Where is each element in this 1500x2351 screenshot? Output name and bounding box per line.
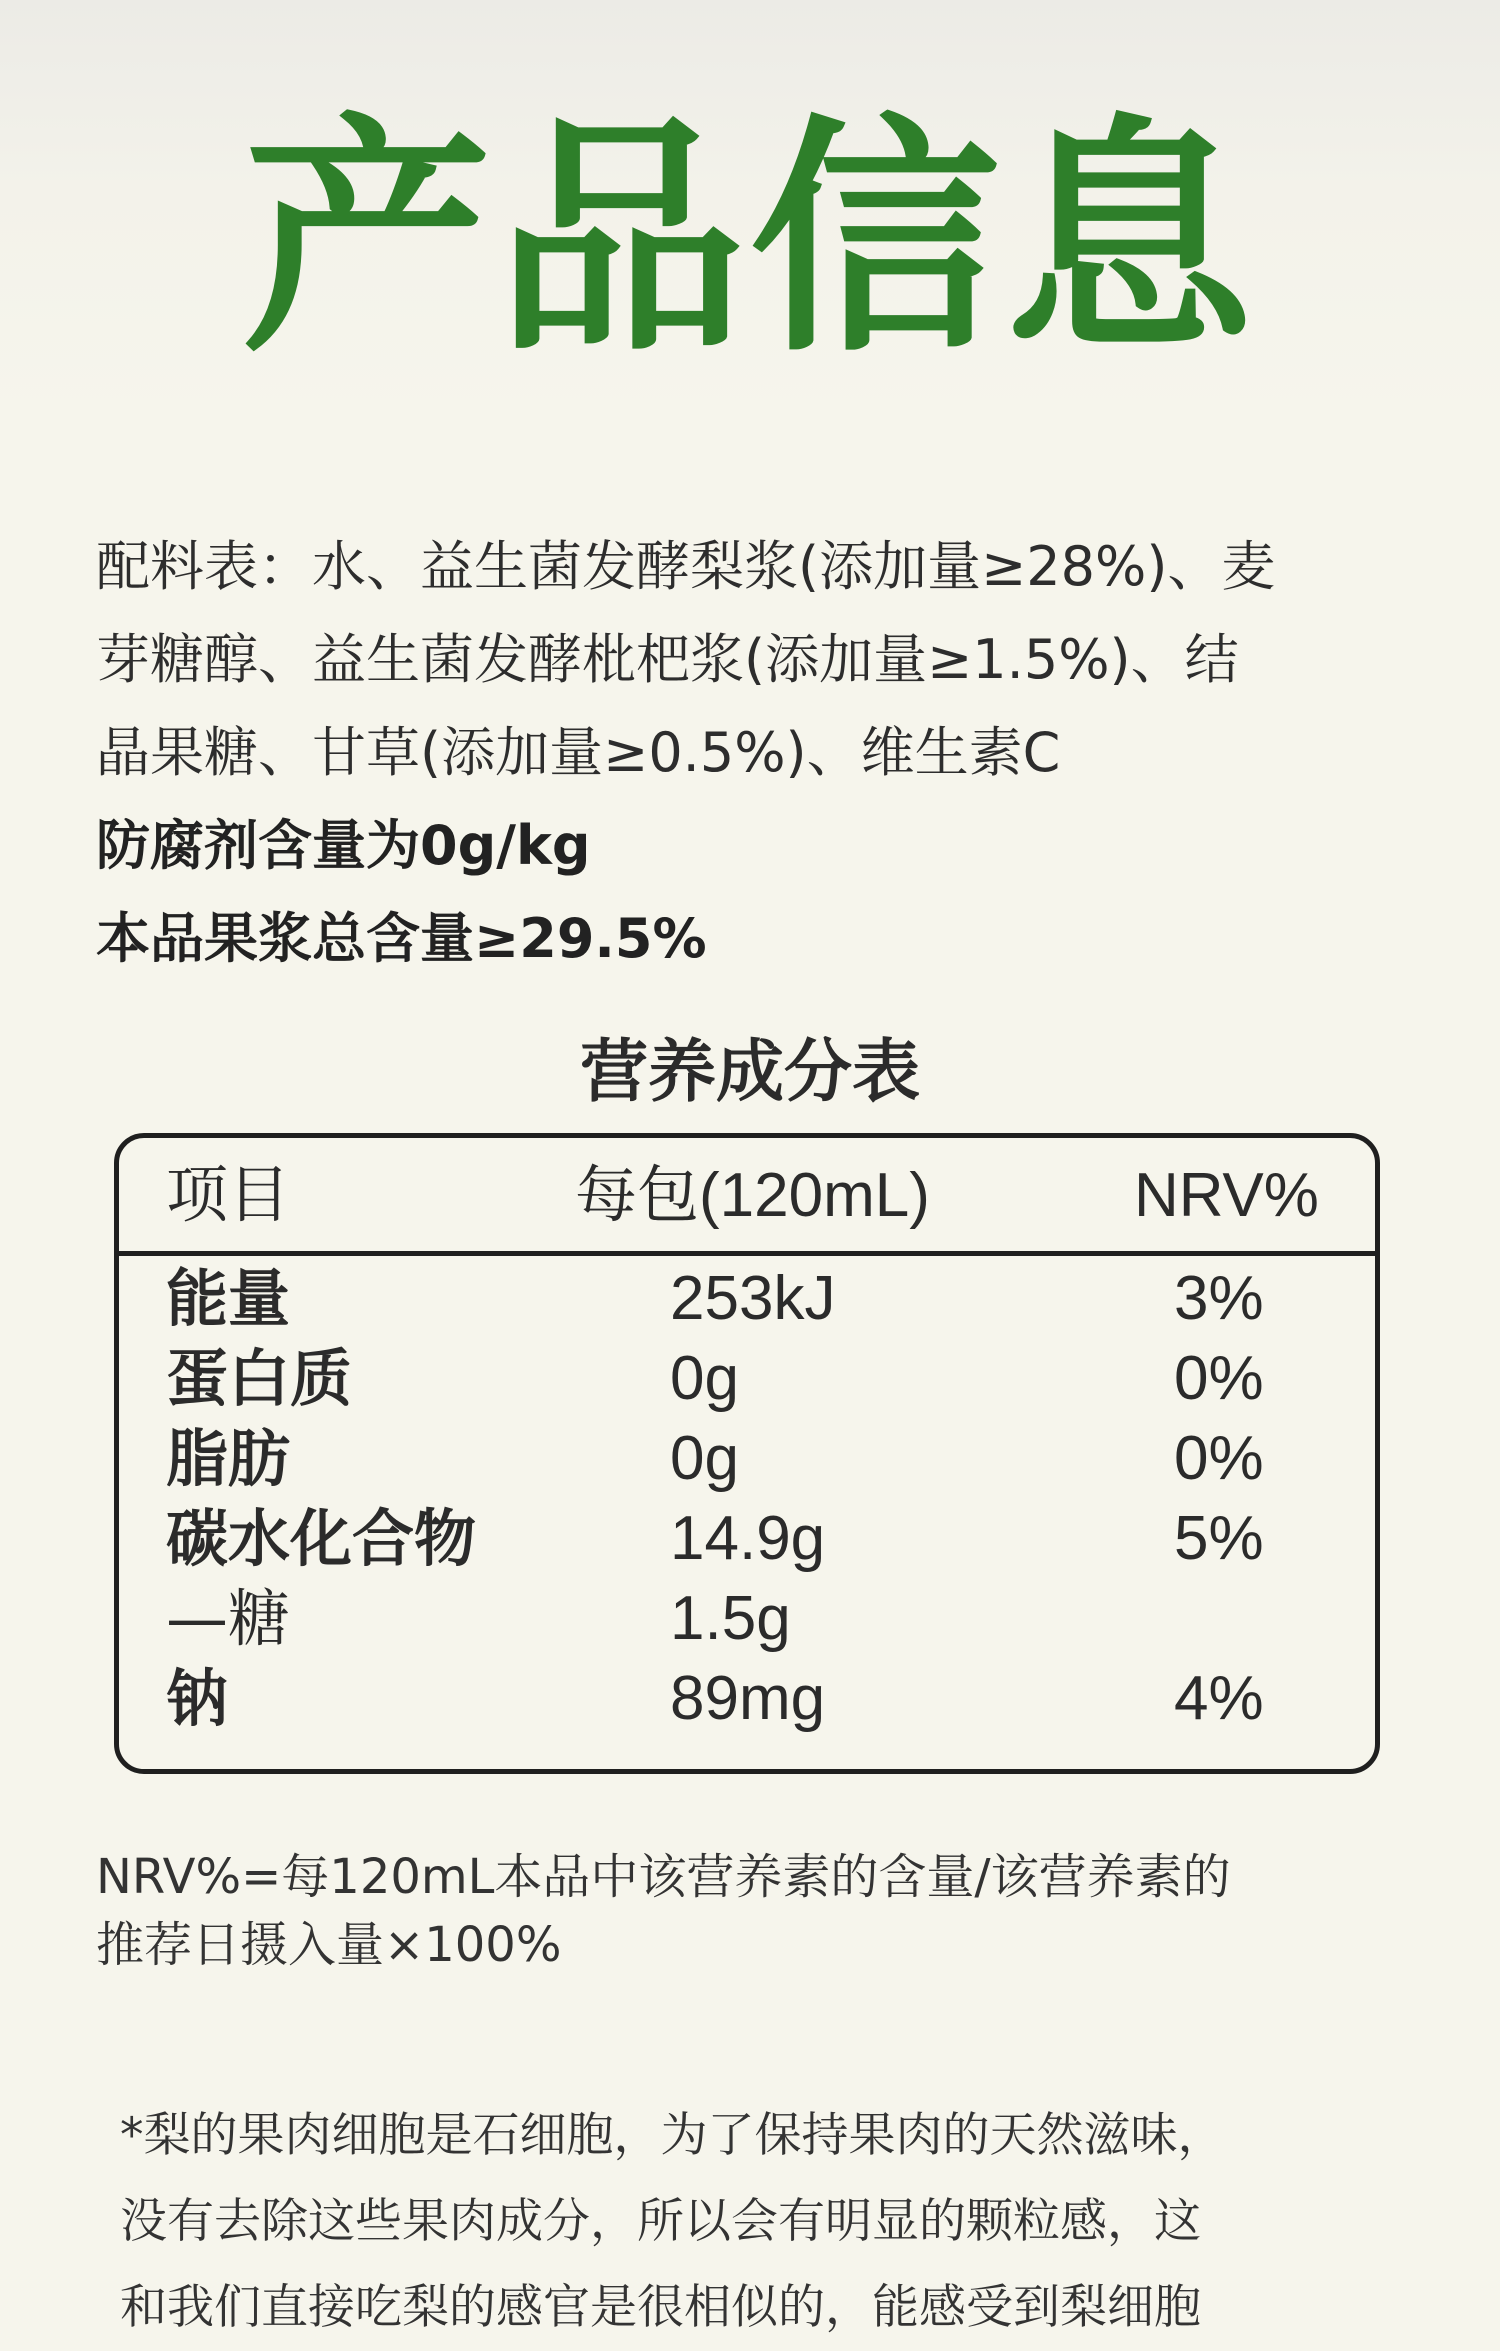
nutrient-name: 脂肪 bbox=[166, 1422, 291, 1495]
footnote-line: NRV%=每120mL本品中该营养素的含量/该营养素的 bbox=[96, 1849, 1231, 1905]
nutrient-value: 89mg bbox=[670, 1664, 826, 1733]
footnote-line: 推荐日摄入量×100% bbox=[96, 1917, 562, 1973]
table-row bbox=[119, 1259, 1375, 1339]
table-row bbox=[119, 1339, 1375, 1419]
nutrient-nrv: 5% bbox=[1174, 1504, 1264, 1573]
nutrient-value: 0g bbox=[670, 1424, 739, 1493]
header-nrv: NRV% bbox=[1134, 1161, 1319, 1230]
nutrient-nrv: 0% bbox=[1174, 1424, 1264, 1493]
table-header bbox=[119, 1138, 1375, 1256]
nutrient-name: 能量 bbox=[166, 1262, 291, 1335]
nutrient-value: 253kJ bbox=[670, 1264, 836, 1333]
preservative-note: 防腐剂含量为0g/kg bbox=[96, 814, 591, 877]
header-item: 项目 bbox=[166, 1161, 291, 1230]
page-title: 产品信息 bbox=[242, 94, 1258, 385]
nutrient-value: 0g bbox=[670, 1344, 739, 1413]
ingredients-line: 晶果糖、甘草(添加量≥0.5%)、维生素C bbox=[96, 721, 1061, 784]
pear-remark bbox=[120, 2093, 1380, 2351]
nutrient-name: —糖 bbox=[166, 1582, 291, 1655]
nutrient-nrv: 4% bbox=[1174, 1664, 1264, 1733]
table-row bbox=[119, 1499, 1375, 1579]
nutrient-value: 1.5g bbox=[670, 1584, 791, 1653]
nutrient-name: 钠 bbox=[166, 1662, 229, 1735]
nutrition-table-title: 营养成分表 bbox=[579, 1033, 920, 1112]
nutrient-nrv: 3% bbox=[1174, 1264, 1264, 1333]
table-row bbox=[119, 1419, 1375, 1499]
nutrient-name: 碳水化合物 bbox=[166, 1502, 477, 1575]
nutrient-name: 蛋白质 bbox=[166, 1342, 353, 1415]
remark-line: 和我们直接吃梨的感官是很相似的，能感受到梨细胞 bbox=[120, 2280, 1201, 2335]
ingredients-section bbox=[96, 520, 1426, 985]
table-row bbox=[119, 1579, 1375, 1659]
nutrient-nrv: 0% bbox=[1174, 1344, 1264, 1413]
remark-line: 没有去除这些果肉成分，所以会有明显的颗粒感，这 bbox=[120, 2194, 1201, 2249]
total-juice-note: 本品果浆总含量≥29.5% bbox=[96, 907, 707, 970]
ingredients-line: 配料表：水、益生菌发酵梨浆(添加量≥28%)、麦 bbox=[96, 535, 1276, 598]
remark-line: *梨的果肉细胞是石细胞，为了保持果肉的天然滋味， bbox=[120, 2108, 1225, 2163]
ingredients-line: 芽糖醇、益生菌发酵枇杷浆(添加量≥1.5%)、结 bbox=[96, 628, 1239, 691]
nutrition-table bbox=[114, 1133, 1380, 1774]
nrv-footnote bbox=[96, 1843, 1426, 1979]
table-row bbox=[119, 1659, 1375, 1739]
nutrient-value: 14.9g bbox=[670, 1504, 826, 1573]
header-per-pack: 每包(120mL) bbox=[575, 1161, 930, 1230]
